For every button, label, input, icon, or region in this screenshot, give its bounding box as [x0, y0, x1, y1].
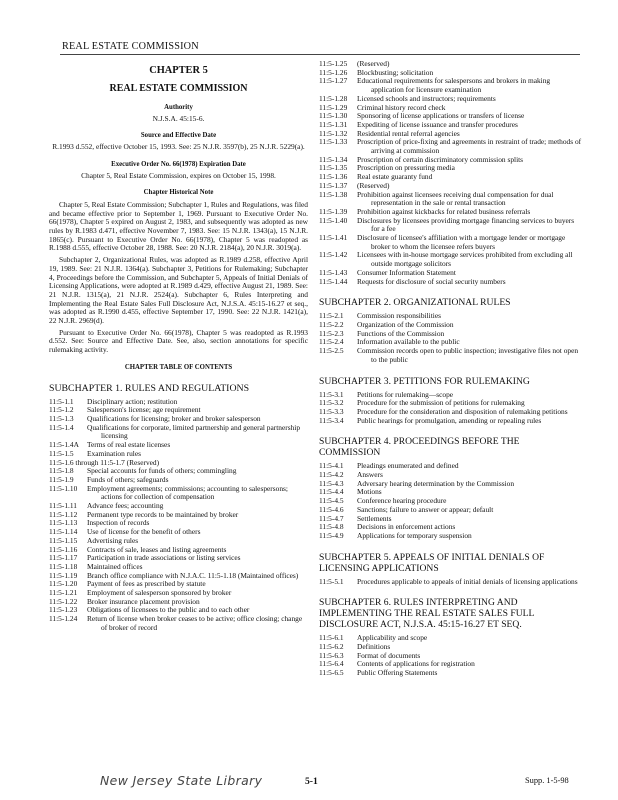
- section-number: 11:5-1.26: [319, 67, 348, 77]
- section-title: Answers: [357, 470, 383, 480]
- library-stamp: New Jersey State Library: [100, 773, 263, 788]
- section-number: 11:5-6.1: [319, 633, 344, 643]
- section-title: Definitions: [357, 642, 391, 652]
- section-title: Organization of the Commission: [357, 319, 454, 329]
- section-title: Format of documents: [357, 650, 421, 660]
- section-number: 11:5-1.17: [49, 553, 78, 563]
- section-number: 11:5-1.24: [49, 614, 78, 624]
- supplement-date: Supp. 1-5-98: [525, 776, 569, 785]
- section-number: 11:5-1.1: [49, 396, 74, 406]
- section-title: Prohibition against kickbacks for related business referrals: [357, 206, 531, 216]
- chapter-number: CHAPTER 5: [149, 65, 208, 76]
- section-title: Qualifications for corporate, limited partnership and general partnership licensing: [87, 422, 301, 441]
- toc-entry: [319, 217, 583, 234]
- section-title: Use of license for the benefit of others: [87, 527, 201, 537]
- section-title: Procedure for the consideration and disposition of rulemaking petitions: [357, 406, 568, 416]
- section-title: Proscription of certain discriminatory commission splits: [357, 154, 524, 164]
- section-title: Advertising rules: [87, 535, 139, 545]
- toc-entry: [319, 578, 583, 587]
- section-number: 11:5-4.8: [319, 522, 344, 532]
- section-title: Payment of fees as prescribed by statute: [87, 579, 206, 589]
- section-number: 11:5-1.4: [49, 422, 74, 432]
- section-title: Expediting of license issuance and transfer procedures: [357, 119, 518, 129]
- section-number: 11:5-1.3: [49, 413, 74, 423]
- section-title: Funds of others; safeguards: [87, 474, 169, 484]
- section-number: 11:5-6.4: [319, 659, 344, 669]
- subchapter-1-list: [49, 398, 308, 633]
- section-number: 11:5-1.10: [49, 483, 78, 493]
- subchapter-4-title: SUBCHAPTER 4. PROCEEDINGS BEFORE THE COMMISSION: [319, 436, 520, 459]
- toc-entry: [319, 532, 583, 541]
- section-title: Pleadings enumerated and defined: [357, 461, 459, 471]
- section-number: 11:5-2.1: [319, 311, 344, 321]
- historical-paragraph: Pursuant to Executive Order No. 66(1978), Chapter 5 was readopted as R.1993 d.552. See: Source and Effective Date. See, also, section annotations for specific rulemaking activity.: [49, 327, 308, 355]
- table-of-contents-label: CHAPTER TABLE OF CONTENTS: [124, 363, 233, 371]
- section-title: Maintained offices: [87, 561, 143, 571]
- section-number: 11:5-1.30: [319, 111, 348, 121]
- section-number: 11:5-1.40: [319, 215, 348, 225]
- section-number: 11:5-2.3: [319, 328, 344, 338]
- section-number: 11:5-1.41: [319, 233, 348, 243]
- section-title: Contracts of sale, leases and listing agreements: [87, 544, 227, 554]
- historical-paragraph: Chapter 5, Real Estate Commission; Subchapter 1, Rules and Regulations, was filed and became effective prior to September 1, 1969. Pursuant to Executive Order No. 66(1978), Chapter 5 expired on August 2, 1983, and subsequently was adopted as new rules by R.1983 d.471, effective November 7, 1983. See: 15 N.J.R. 1343(a), 15 N.J.R. 1865(c). Pursuant to Executive Order No. 66(1978), Chapter 5 was readopted as R.1988 d.555, effective October 28, 1988. See: 20 N.J.R. 2184(a), 20 N.J.R. 3019(a).: [49, 199, 308, 253]
- section-title: Blockbusting; solicitation: [357, 67, 434, 77]
- section-title: Commission responsibilities: [357, 311, 441, 321]
- section-number: 11:5-1.34: [319, 154, 348, 164]
- section-number: 11:5-1.32: [319, 128, 348, 138]
- section-title: Contents of applications for registration: [357, 659, 475, 669]
- section-number: 11:5-1.21: [49, 588, 78, 598]
- executive-order-label: Executive Order No. 66(1978) Expiration Date: [111, 160, 246, 168]
- section-title: Educational requirements for salespersons and brokers in making application for licensure examination: [357, 76, 551, 95]
- section-number: 11:5-4.4: [319, 487, 344, 497]
- section-title: Branch office compliance with N.J.A.C. 11:5-1.18 (Maintained offices): [87, 570, 299, 580]
- subchapter-4-list: [319, 462, 583, 540]
- section-title: Employment of salesperson sponsored by broker: [87, 588, 232, 598]
- toc-entry: [319, 138, 583, 155]
- section-number: 11:5-4.5: [319, 496, 344, 506]
- section-title: Functions of the Commission: [357, 328, 445, 338]
- section-title: Advance fees; accounting: [87, 501, 164, 511]
- section-number: 11:5-1.25: [319, 59, 348, 68]
- section-number: 11:5-1.20: [49, 579, 78, 589]
- section-number: 11:5-1.13: [49, 518, 78, 528]
- section-number: 11:5-1.23: [49, 605, 78, 615]
- section-title: Procedure for the submission of petitions for rulemaking: [357, 398, 525, 408]
- section-title: Adversary hearing determination by the Commission: [357, 478, 515, 488]
- subchapter-6-list: [319, 634, 583, 678]
- chapter-title: REAL ESTATE COMMISSION: [109, 83, 248, 94]
- subchapter-1-title: SUBCHAPTER 1. RULES AND REGULATIONS: [49, 382, 250, 394]
- section-title: Disclosure of licensee's affiliation with a mortgage lender or mortgage broker to whom the licensee refers buyers: [357, 233, 566, 251]
- section-title: Proscription on pressuring media: [357, 163, 455, 173]
- section-number: 11:5-5.1: [319, 576, 344, 586]
- subchapter-1-list-continued: [319, 60, 583, 286]
- section-number: 11:5-2.5: [319, 346, 344, 356]
- section-title: Return of license when broker ceases to be active; office closing; change of broker of record: [87, 614, 303, 632]
- toc-entry: [319, 347, 583, 364]
- section-number: 11:5-4.7: [319, 513, 344, 523]
- section-title: Prohibition against licensees receiving dual compensation for dual representation in the sale or rental transaction: [357, 189, 554, 208]
- source-label: Source and Effective Date: [140, 132, 217, 140]
- toc-entry: [319, 669, 583, 678]
- section-title: Disclosures by licensees providing mortgage financing services to buyers for a fee: [357, 215, 575, 234]
- subchapter-6-title: SUBCHAPTER 6. RULES INTERPRETING AND IMPLEMENTING THE REAL ESTATE SALES FULL DISCLOSURE ACT, N.J.S.A. 45:15-16.27 ET SEQ.: [319, 597, 534, 631]
- section-number: 11:5-1.11: [49, 501, 77, 511]
- section-number: 11:5-1.2: [49, 405, 74, 415]
- section-title: Salesperson's license; age requirement: [87, 405, 201, 415]
- section-title: Inspection of records: [87, 518, 150, 528]
- section-title: Consumer Information Statement: [357, 267, 456, 277]
- section-title: Disciplinary action; restitution: [87, 396, 178, 406]
- historical-note: [49, 201, 308, 355]
- section-number: 11:5-1.37: [319, 180, 348, 190]
- section-number: 11:5-3.2: [319, 398, 344, 408]
- section-title: Criminal history record check: [357, 102, 446, 112]
- section-number: 11:5-1.31: [319, 119, 348, 129]
- section-number: 11:5-3.1: [319, 389, 344, 399]
- subchapter-3-title: SUBCHAPTER 3. PETITIONS FOR RULEMAKING: [319, 375, 530, 387]
- section-title: Procedures applicable to appeals of initial denials of licensing applications: [357, 576, 578, 586]
- section-title: Obligations of licensees to the public and to each other: [87, 605, 250, 615]
- toc-entry: [49, 615, 308, 632]
- toc-entry: [319, 278, 583, 287]
- section-title: (Reserved): [357, 180, 390, 190]
- authority-label: Authority: [164, 104, 193, 111]
- section-title: Real estate guaranty fund: [357, 172, 433, 182]
- toc-entry: [49, 424, 308, 441]
- authority-text: N.J.S.A. 45:15-6.: [152, 113, 205, 123]
- toc-entry: [319, 417, 583, 426]
- source-text: R.1993 d.552, effective October 15, 1993. See: 25 N.J.R. 3597(b), 25 N.J.R. 5229(a).: [52, 142, 305, 152]
- section-number: 11:5-3.4: [319, 415, 344, 425]
- section-number: 11:5-1.36: [319, 172, 348, 182]
- section-number: 11:5-1.4A: [49, 440, 79, 450]
- section-number: 11:5-1.38: [319, 189, 348, 199]
- section-title: Terms of real estate licenses: [87, 440, 171, 450]
- section-number: 11:5-4.3: [319, 478, 344, 488]
- section-number: 11:5-1.29: [319, 102, 348, 112]
- section-number: 11:5-1.19: [49, 570, 78, 580]
- section-number: 11:5-6.2: [319, 642, 344, 652]
- right-column: [319, 60, 583, 678]
- page-number: 5-1: [305, 776, 318, 787]
- section-title: Residential rental referral agencies: [357, 128, 460, 138]
- section-title: Petitions for rulemaking—scope: [357, 389, 454, 399]
- section-title: Information available to the public: [357, 337, 460, 347]
- section-title: Qualifications for licensing; broker and broker salesperson: [87, 413, 261, 423]
- section-title: Special accounts for funds of others; commingling: [87, 466, 237, 476]
- section-number: 11:5-1.43: [319, 267, 348, 277]
- section-number: 11:5-1.42: [319, 250, 348, 260]
- section-number: 11:5-1.14: [49, 527, 78, 537]
- subchapter-2-title: SUBCHAPTER 2. ORGANIZATIONAL RULES: [319, 297, 511, 309]
- section-number: 11:5-1.22: [49, 596, 78, 606]
- section-number: 11:5-1.12: [49, 509, 78, 519]
- section-number: 11:5-1.5: [49, 448, 74, 458]
- section-title: Employment agreements; commissions; accounting to salespersons; actions for collection of compensation: [87, 483, 288, 502]
- section-title: Examination rules: [87, 448, 141, 458]
- section-number: 11:5-3.3: [319, 406, 344, 416]
- section-number: 11:5-4.2: [319, 470, 344, 480]
- section-title: Decisions in enforcement actions: [357, 522, 456, 532]
- section-title: Applicability and scope: [357, 633, 428, 643]
- section-title: (Reserved): [357, 59, 390, 68]
- historical-note-label: Chapter Historical Note: [143, 189, 214, 197]
- section-number: 11:5-4.9: [319, 530, 344, 540]
- section-title: Applications for temporary suspension: [357, 530, 472, 540]
- running-head: REAL ESTATE COMMISSION: [62, 41, 199, 52]
- section-number: 11:5-6.5: [319, 668, 344, 678]
- toc-entry: [319, 77, 583, 94]
- section-number: 11:5-4.1: [319, 461, 344, 471]
- header-rule: [60, 54, 580, 55]
- subchapter-5-list: [319, 578, 583, 587]
- section-number: 11:5-1.39: [319, 206, 348, 216]
- executive-order-text: Chapter 5, Real Estate Commission, expires on October 15, 1998.: [81, 170, 276, 180]
- section-number: 11:5-1.27: [319, 76, 348, 86]
- section-title: Commission records open to public inspection; investigative files not open to the public: [357, 346, 579, 364]
- subchapter-5-title: SUBCHAPTER 5. APPEALS OF INITIAL DENIALS OF LICENSING APPLICATIONS: [319, 551, 545, 574]
- section-number: 11:5-6.3: [319, 650, 344, 660]
- section-title: Settlements: [357, 513, 392, 523]
- toc-entry: [319, 251, 583, 268]
- toc-entry: [319, 191, 583, 208]
- section-number: 11:5-1.35: [319, 163, 348, 173]
- section-title: Conference hearing procedure: [357, 496, 447, 506]
- section-title: Participation in trade associations or listing services: [87, 553, 241, 563]
- section-number: 11:5-4.6: [319, 504, 344, 514]
- section-title: Motions: [357, 487, 382, 497]
- section-number: 11:5-1.16: [49, 544, 78, 554]
- toc-entry-text: 11:5-1.6 through 11:5-1.7 (Reserved): [49, 457, 160, 467]
- section-number: 11:5-1.33: [319, 137, 348, 147]
- section-title: Broker insurance placement provision: [87, 596, 200, 606]
- section-title: Permanent type records to be maintained by broker: [87, 509, 239, 519]
- historical-paragraph: Subchapter 2, Organizational Rules, was adopted as R.1989 d.258, effective April 19, 1989. See: 21 N.J.R. 1364(a). Subchapter 3, Petitions for Rulemaking; Subchapter 4, Proceedings before the Commission, and Subchapter 5, Appeals of Initial Denials of Licensing Applications, were adopted at R.1989 d.429, effective August 21, 1989. See: 21 N.J.R. 1315(a), 21 N.J.R. 2524(a). Subchapter 6, Rules Interpreting and Implementing the Real Estate Sales Full Disclosure Act, N.J.S.A. 45:15-16.27 et seq., was adopted as R.1990 d.455, effective September 17, 1990. See: 22 N.J.R. 1421(a), 22 N.J.R. 2969(d).: [49, 255, 308, 326]
- section-number: 11:5-1.8: [49, 466, 74, 476]
- section-title: Sponsoring of license applications or transfers of license: [357, 111, 525, 121]
- section-title: Public Offering Statements: [357, 668, 438, 678]
- section-number: 11:5-2.2: [319, 319, 344, 329]
- section-number: 11:5-2.4: [319, 337, 344, 347]
- section-title: Proscription of price-fixing and agreements in restraint of trade; methods of arriving at commission: [357, 137, 582, 156]
- section-number: 11:5-1.9: [49, 474, 74, 484]
- section-title: Sanctions; failure to answer or appear; default: [357, 504, 494, 514]
- toc-entry: [319, 234, 583, 251]
- subchapter-3-list: [319, 391, 583, 426]
- section-number: 11:5-1.18: [49, 561, 78, 571]
- section-number: 11:5-1.15: [49, 535, 78, 545]
- section-number: 11:5-1.28: [319, 93, 348, 103]
- section-title: Public hearings for promulgation, amending or repealing rules: [357, 415, 542, 425]
- section-title: Requests for disclosure of social security numbers: [357, 276, 506, 286]
- left-column: [49, 64, 308, 633]
- subchapter-2-list: [319, 312, 583, 364]
- section-number: 11:5-1.44: [319, 276, 348, 286]
- toc-entry: [49, 485, 308, 502]
- section-title: Licensees with in-house mortgage services prohibited from excluding all outside mortgage solicitors: [357, 250, 573, 269]
- section-title: Licensed schools and instructors; requirements: [357, 93, 496, 103]
